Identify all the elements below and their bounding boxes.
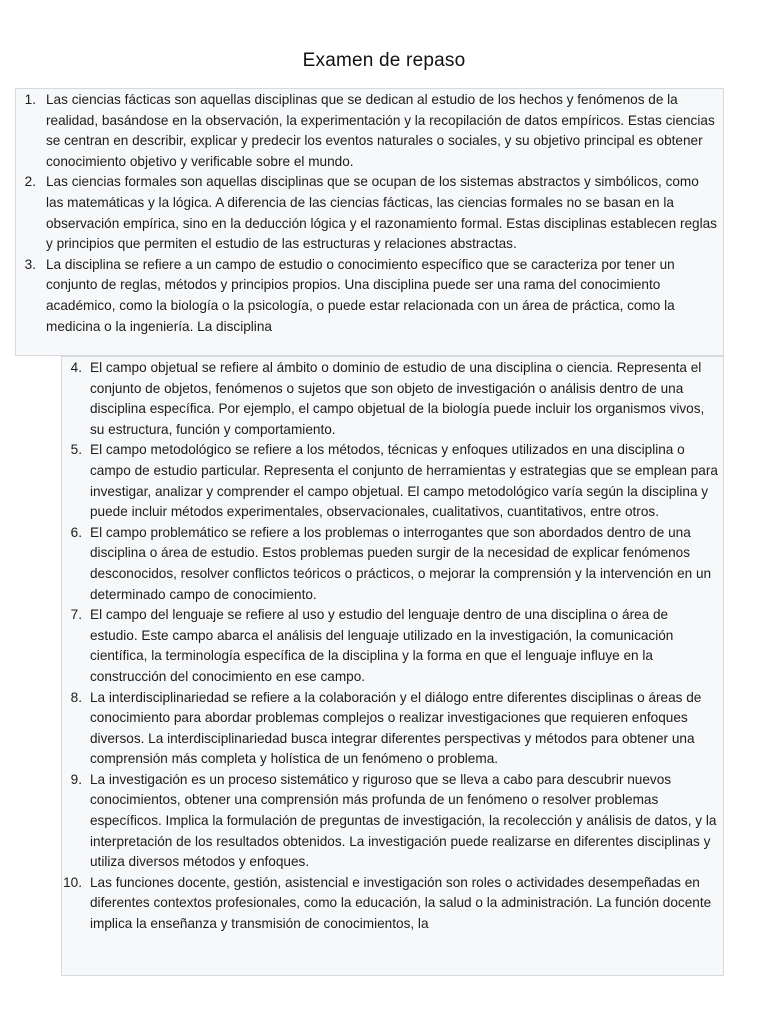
list-item bbox=[62, 523, 719, 605]
list-item bbox=[62, 873, 719, 935]
list-item-text: Las ciencias fácticas son aquellas disciplinas que se dedican al estudio de los hechos y fenómenos de la realidad, basándose en la observación, la experimentación y la recopilación de datos empíricos. Estas ciencias se centran en describir, explicar y predecir los eventos naturales o sociales, y su objetivo principal es obtener conocimiento objetivo y verificable sobre el mundo. bbox=[46, 92, 715, 169]
numbered-list-first bbox=[16, 90, 719, 337]
list-item-number: 3. bbox=[24, 256, 36, 272]
text-block-first bbox=[15, 88, 724, 356]
list-item-text: El campo problemático se refiere a los problemas o interrogantes que son abordados dentro de una disciplina o área de estudio. Estos problemas pueden surgir de la necesidad de explicar fenómenos desconocidos, resolver conflictos teóricos o prácticos, o mejorar la comprensión y la intervención en un determinado campo de conocimiento. bbox=[90, 524, 712, 602]
list-item-text: La disciplina se refiere a un campo de estudio o conocimiento específico que se caracteriza por tener un conjunto de reglas, métodos y principios propios. Una disciplina puede ser una rama del conocimiento académico, como la biología o la psicología, o puede estar relacionada con un área de práctica, como la medicina o la ingeniería. La disciplina bbox=[46, 256, 675, 334]
list-item-text: El campo objetual se refiere al ámbito o dominio de estudio de una disciplina o ciencia. Representa el conjunto de objetos, fenómenos o sujetos que son objeto de investigación o análisis dentro de una disciplina específica. Por ejemplo, el campo objetual de la biología puede incluir los organismos vivos, su estructura, función y comportamiento. bbox=[90, 360, 705, 437]
list-item bbox=[62, 688, 719, 770]
list-item bbox=[16, 255, 719, 337]
numbered-list-second bbox=[62, 358, 719, 935]
list-item-text: El campo del lenguaje se refiere al uso y estudio del lenguaje dentro de una disciplina o área de estudio. Este campo abarca el análisis del lenguaje utilizado en la investigación, la comunicación científica, la terminología específica de la disciplina y la forma en que el lenguaje influye en la construcción del conocimiento en ese campo. bbox=[90, 607, 674, 684]
list-item-number: 2. bbox=[24, 174, 36, 190]
list-item-number: 8. bbox=[70, 689, 82, 705]
list-item-number: 9. bbox=[70, 771, 82, 787]
list-item-number: 6. bbox=[70, 524, 82, 540]
list-item-text: La investigación es un proceso sistemático y riguroso que se lleva a cabo para descubrir nuevos conocimientos, obtener una comprensión más profunda de un fenómeno o resolver problemas específicos. Implica la formulación de preguntas de investigación, la recolección y análisis de datos, y la interpretación de los resultados obtenidos. La investigación puede realizarse en diferentes disciplinas y utiliza diversos métodos y enfoques. bbox=[90, 771, 717, 870]
list-item bbox=[16, 90, 719, 172]
list-item bbox=[62, 440, 719, 522]
page-title: Examen de repaso bbox=[302, 50, 466, 71]
list-item-number: 4. bbox=[70, 360, 82, 375]
text-block-second bbox=[61, 356, 724, 976]
list-item-number: 10. bbox=[63, 874, 82, 890]
list-item-number: 1. bbox=[24, 92, 36, 107]
list-item-number: 7. bbox=[70, 607, 82, 623]
list-item bbox=[62, 358, 719, 440]
list-item-text: El campo metodológico se refiere a los métodos, técnicas y enfoques utilizados en una disciplina o campo de estudio particular. Representa el conjunto de herramientas y estrategias que se emplean para investigar, analizar y comprender el campo objetual. El campo metodológico varía según la disciplina y puede incluir métodos experimentales, observacionales, cualitativos, cuantitativos, entre otros. bbox=[90, 442, 718, 520]
list-item bbox=[62, 605, 719, 687]
list-item bbox=[62, 770, 719, 873]
list-item-number: 5. bbox=[70, 442, 82, 458]
list-item-text: Las ciencias formales son aquellas disciplinas que se ocupan de los sistemas abstractos y simbólicos, como las matemáticas y la lógica. A diferencia de las ciencias fácticas, las ciencias formales no se basan en la observación empírica, sino en la deducción lógica y el razonamiento formal. Estas disciplinas establecen reglas y principios que permiten el estudio de las estructuras y relaciones abstractas. bbox=[46, 174, 717, 252]
list-item bbox=[16, 172, 719, 254]
list-item-text: La interdisciplinariedad se refiere a la colaboración y el diálogo entre diferentes disciplinas o áreas de conocimiento para abordar problemas complejos o realizar investigaciones que requieren enfoques diversos. La interdisciplinariedad busca integrar diferentes perspectivas y métodos para obtener una comprensión más completa y holística de un fenómeno o problema. bbox=[90, 689, 702, 767]
list-item-text: Las funciones docente, gestión, asistencial e investigación son roles o actividades desempeñadas en diferentes contextos profesionales, como la educación, la salud o la administración. La función docente implica la enseñanza y transmisión de conocimientos, la bbox=[90, 874, 712, 932]
